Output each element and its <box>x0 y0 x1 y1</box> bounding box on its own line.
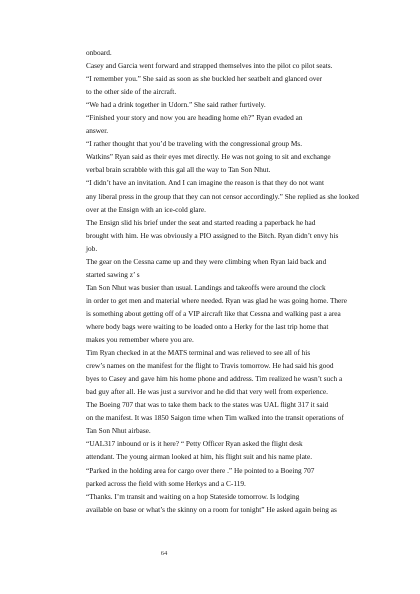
text-line: in order to get men and material where needed. Ryan was glad he was going home. There <box>86 295 347 305</box>
text-line: The gear on the Cessna came up and they were climbing when Ryan laid back and <box>86 256 327 266</box>
text-line: is something about getting off of a VIP aircraft like that Cessna and walking past a area <box>86 308 341 318</box>
text-line: “I rather thought that you’d be traveling with the congressional group Ms. <box>86 139 303 149</box>
text-line: answer. <box>86 126 109 136</box>
text-line: on the manifest. It was 1850 Saigon time when Tim walked into the transit operations of <box>86 413 344 423</box>
text-line: where body bags were waiting to be loaded onto a Herky for the last trip home that <box>86 321 329 331</box>
text-line: Tan Son Nhut airbase. <box>86 426 151 436</box>
text-line: verbal brain scrabble with this gal all the way to Tan Son Nhut. <box>86 165 271 175</box>
text-line: brought with him. He was obviously a PIO assigned to the Bitch. Ryan didn’t envy his <box>86 230 339 240</box>
text-line: “UAL317 inbound or is it here? “ Petty Officer Ryan asked the flight desk <box>86 439 303 449</box>
text-line: available on base or what’s the skinny on a room for tonight” He asked again being as <box>86 504 337 514</box>
text-line: any liberal press in the group that they can not censor accordingly.” She replied as she looked <box>86 191 359 201</box>
text-line: “I didn’t have an invitation. And I can imagine the reason is that they do not want <box>86 178 324 188</box>
body-text <box>86 46 386 516</box>
text-line: over at the Ensign with an ice-cold glare. <box>86 204 206 214</box>
text-line: crew’s names on the manifest for the flight to Travis tomorrow. He had said his good <box>86 361 334 371</box>
text-line: bad guy after all. He was just a survivor and he did that very well from experience. <box>86 387 328 397</box>
text-line: byes to Casey and gave him his home phone and address. Tim realized he wasn’t such a <box>86 374 343 384</box>
page-number: 64 <box>160 550 168 557</box>
text-line: Tan Son Nhut was busier than usual. Landings and takeoffs were around the clock <box>86 282 326 292</box>
text-line: Tim Ryan checked in at the MATS terminal and was relieved to see all of his <box>86 348 311 358</box>
text-line: “Finished your story and now you are heading home eh?” Ryan evaded an <box>86 113 303 123</box>
text-line: The Ensign slid his brief under the seat and started reading a paperback he had <box>86 217 316 227</box>
text-line: “We had a drink together in Udorn.” She said rather furtively. <box>86 100 266 110</box>
text-line: to the other side of the aircraft. <box>86 87 177 97</box>
text-line: onboard. <box>86 48 112 57</box>
text-line: makes you remember where you are. <box>86 335 194 345</box>
text-line: Casey and Garcia went forward and strapped themselves into the pilot co pilot seats. <box>86 61 333 71</box>
text-line: started sawing z’ s <box>86 269 140 279</box>
text-line: attendant. The young airman looked at him, his flight suit and his name plate. <box>86 452 313 462</box>
text-line: “Thanks. I’m transit and waiting on a hop Stateside tomorrow. Is lodging <box>86 491 300 501</box>
text-line: “Parked in the holding area for cargo over there .” He pointed to a Boeing 707 <box>86 465 315 475</box>
text-line: parked across the field with some Herkys and a C-119. <box>86 478 246 488</box>
text-line: “I remember you.” She said as soon as she buckled her seatbelt and glanced over <box>86 74 323 84</box>
text-line: Watkins” Ryan said as their eyes met directly. He was not going to sit and exchange <box>86 152 331 162</box>
text-line: job. <box>86 243 98 253</box>
text-line: The Boeing 707 that was to take them back to the states was UAL flight 317 it said <box>86 400 329 410</box>
